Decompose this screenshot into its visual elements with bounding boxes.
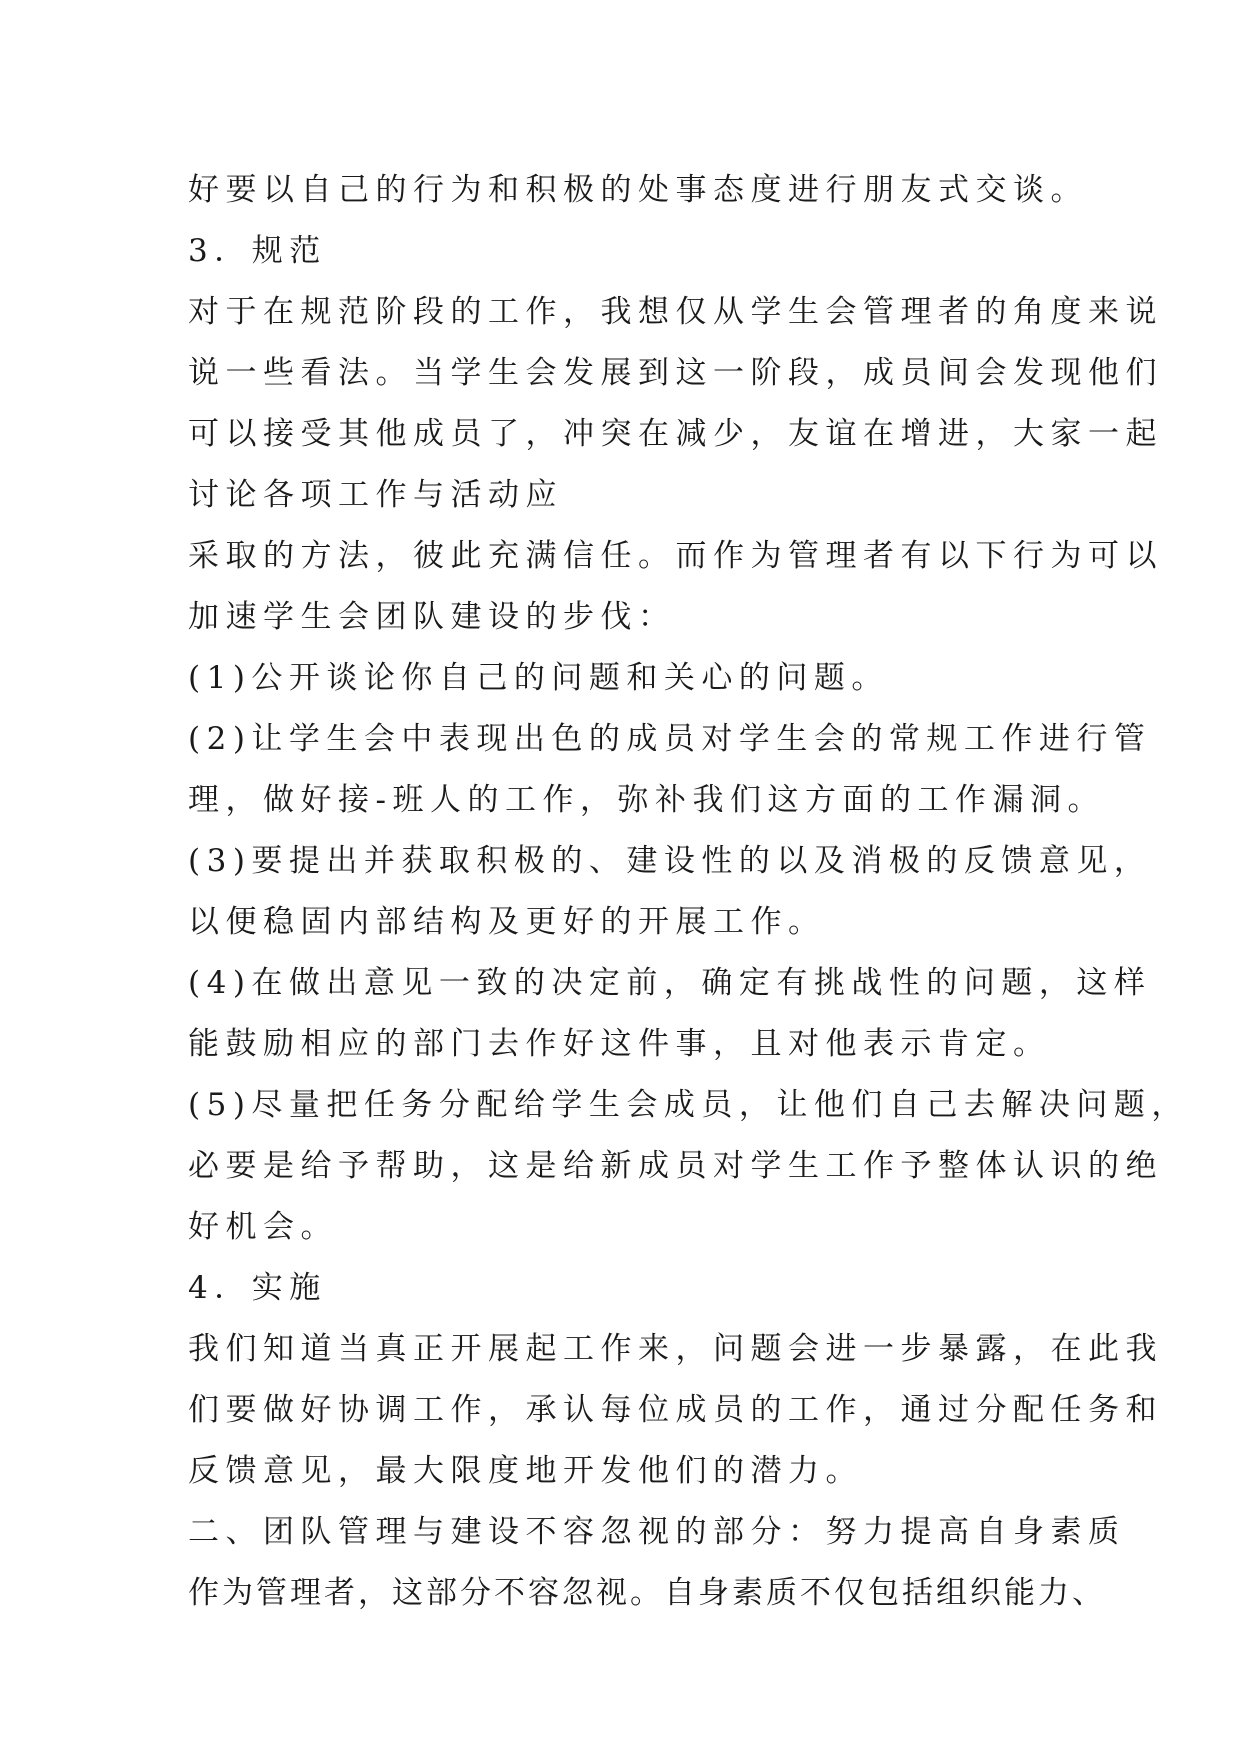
text-line-10: (2)让学生会中表现出色的成员对学生会的常规工作进行管 xyxy=(188,721,1152,757)
text-line-18: 好机会。 xyxy=(188,1209,338,1245)
text-line-3: 对于在规范阶段的工作，我想仅从学生会管理者的角度来说 xyxy=(188,294,1163,330)
text-line-14: (4)在做出意见一致的决定前，确定有挑战性的问题，这样 xyxy=(188,965,1152,1001)
text-line-17: 必要是给予帮助，这是给新成员对学生工作予整体认识的绝 xyxy=(188,1148,1163,1184)
text-line-13: 以便稳固内部结构及更好的开展工作。 xyxy=(188,904,826,940)
body-text xyxy=(188,160,1189,1624)
text-line-9: (1)公开谈论你自己的问题和关心的问题。 xyxy=(188,660,889,696)
text-line-1: 好要以自己的行为和积极的处事态度进行朋友式交谈。 xyxy=(188,172,1088,208)
text-line-5: 可以接受其他成员了，冲突在减少，友谊在增进，大家一起 xyxy=(188,416,1163,452)
text-line-19: 4．实施 xyxy=(188,1270,327,1306)
text-line-21: 们要做好协调工作，承认每位成员的工作，通过分配任务和 xyxy=(188,1392,1163,1428)
text-line-8: 加速学生会团队建设的步伐： xyxy=(188,599,676,635)
text-line-22: 反馈意见，最大限度地开发他们的潜力。 xyxy=(188,1453,863,1489)
text-line-24: 作为管理者，这部分不容忽视。自身素质不仅包括组织能力、 xyxy=(188,1575,1106,1611)
text-line-7: 采取的方法，彼此充满信任。而作为管理者有以下行为可以 xyxy=(188,538,1163,574)
text-line-11: 理，做好接-班人的工作，弥补我们这方面的工作漏洞。 xyxy=(188,782,1105,818)
text-line-20: 我们知道当真正开展起工作来，问题会进一步暴露，在此我 xyxy=(188,1331,1163,1367)
text-line-16: (5)尽量把任务分配给学生会成员，让他们自己去解决问题， xyxy=(188,1087,1189,1123)
text-line-12: (3)要提出并获取积极的、建设性的以及消极的反馈意见， xyxy=(188,843,1152,879)
text-line-23: 二、团队管理与建设不容忽视的部分：努力提高自身素质 xyxy=(188,1514,1126,1550)
text-line-4: 说一些看法。当学生会发展到这一阶段，成员间会发现他们 xyxy=(188,355,1163,391)
text-line-2: 3．规范 xyxy=(188,233,327,269)
text-line-15: 能鼓励相应的部门去作好这件事，且对他表示肯定。 xyxy=(188,1026,1051,1062)
text-line-6: 讨论各项工作与活动应 xyxy=(188,477,563,513)
